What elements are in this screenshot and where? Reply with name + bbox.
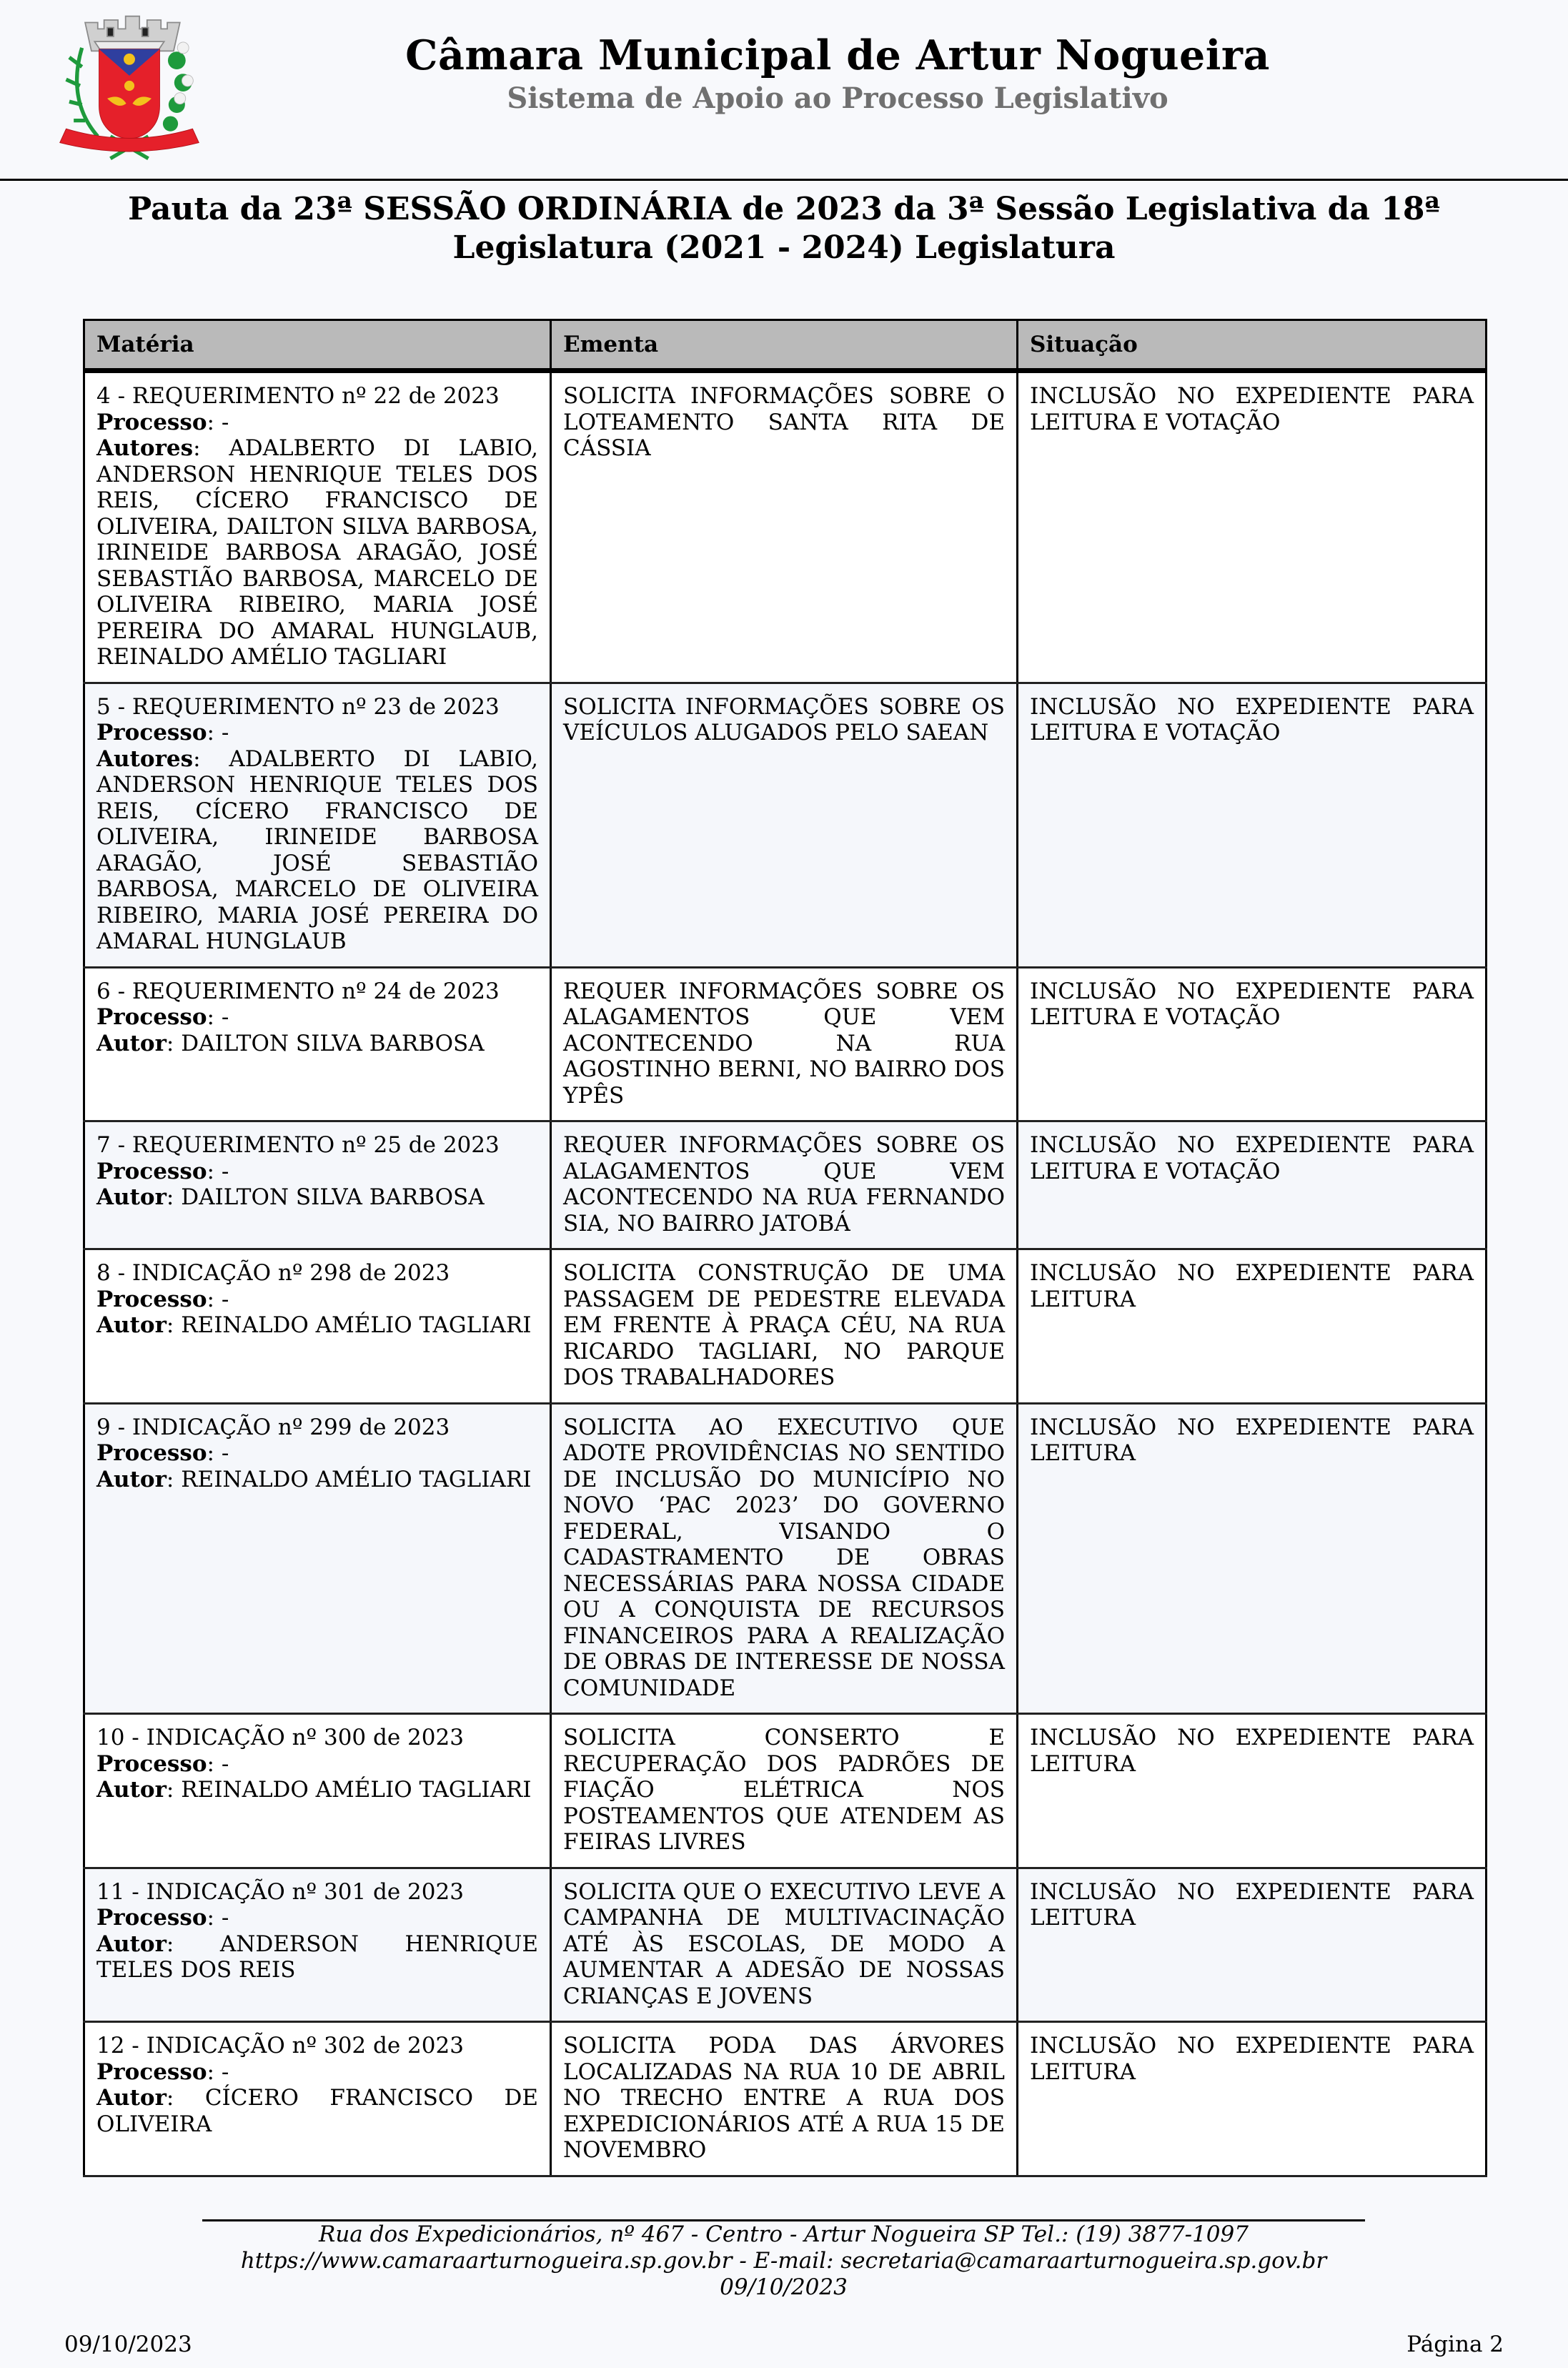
table-row	[84, 1714, 1487, 1868]
autor-label: Autores	[96, 745, 194, 772]
processo-value: : -	[207, 1158, 229, 1184]
header-divider	[0, 179, 1568, 181]
processo-label: Processo	[96, 1905, 207, 1931]
cell-situacao: INCLUSÃO NO EXPEDIENTE PARA LEITURA	[1018, 1714, 1487, 1868]
autor-value: : ANDERSON HENRIQUE TELES DOS REIS	[96, 1931, 538, 1983]
column-header-situacao: Situação	[1018, 320, 1487, 371]
footer-address	[202, 2221, 1365, 2301]
cell-situacao: INCLUSÃO NO EXPEDIENTE PARA LEITURA	[1018, 2022, 1487, 2176]
processo-label: Processo	[96, 1750, 207, 1777]
cell-ementa: SOLICITA CONSERTO E RECUPERAÇÃO DOS PADRÕES DE FIAÇÃO ELÉTRICA NOS POSTEAMENTOS QUE ATENDEM AS FEIRAS LIVRES	[551, 1714, 1018, 1868]
page-header	[0, 0, 1568, 180]
cell-ementa: REQUER INFORMAÇÕES SOBRE OS ALAGAMENTOS QUE VEM ACONTECENDO NA RUA AGOSTINHO BERNI, NO BAIRRO DOS YPÊS	[551, 967, 1018, 1121]
autor-value: : REINALDO AMÉLIO TAGLIARI	[166, 1466, 532, 1492]
document-title: Pauta da 23ª SESSÃO ORDINÁRIA de 2023 da 3ª Sessão Legislativa da 18ª Legislatura (2021 - 2024) Legislatura	[128, 191, 1440, 266]
processo-value: : -	[207, 1286, 229, 1312]
column-header-materia: Matéria	[84, 320, 551, 371]
materia-title: 8 - INDICAÇÃO nº 298 de 2023	[96, 1260, 450, 1286]
processo-label: Processo	[96, 409, 207, 435]
processo-value: : -	[207, 2059, 229, 2085]
cell-ementa: SOLICITA CONSTRUÇÃO DE UMA PASSAGEM DE PEDESTRE ELEVADA EM FRENTE À PRAÇA CÉU, NA RUA RICARDO TAGLIARI, NO PARQUE DOS TRABALHADORES	[551, 1249, 1018, 1404]
cell-situacao: INCLUSÃO NO EXPEDIENTE PARA LEITURA E VOTAÇÃO	[1018, 683, 1487, 967]
processo-label: Processo	[96, 1158, 207, 1184]
processo-label: Processo	[96, 2059, 207, 2085]
autor-value: : REINALDO AMÉLIO TAGLIARI	[166, 1312, 532, 1338]
cell-ementa: SOLICITA AO EXECUTIVO QUE ADOTE PROVIDÊNCIAS NO SENTIDO DE INCLUSÃO DO MUNICÍPIO NO NOVO ‘PAC 2023’ DO GOVERNO FEDERAL, VISANDO O CADASTRAMENTO DE OBRAS NECESSÁRIAS PARA NOSSA CIDADE OU A CONQUISTA DE RECURSOS FINANCEIROS PARA A REALIZAÇÃO DE OBRAS DE INTERESSE DE NOSSA COMUNIDADE	[551, 1403, 1018, 1714]
table-row	[84, 1868, 1487, 2022]
autor-label: Autor	[96, 2085, 167, 2111]
autor-label: Autor	[96, 1777, 167, 1803]
autor-label: Autor	[96, 1931, 167, 1957]
page-number: Página 2	[1406, 2332, 1504, 2357]
cell-ementa: SOLICITA INFORMAÇÕES SOBRE O LOTEAMENTO SANTA RITA DE CÁSSIA	[551, 371, 1018, 683]
autor-label: Autores	[96, 435, 194, 461]
processo-value: : -	[207, 1750, 229, 1777]
materia-title: 9 - INDICAÇÃO nº 299 de 2023	[96, 1414, 450, 1440]
autor-value: : CÍCERO FRANCISCO DE OLIVEIRA	[96, 2085, 538, 2137]
cell-situacao: INCLUSÃO NO EXPEDIENTE PARA LEITURA	[1018, 1403, 1487, 1714]
table-row	[84, 2022, 1487, 2176]
processo-label: Processo	[96, 1286, 207, 1312]
autor-value: : REINALDO AMÉLIO TAGLIARI	[166, 1777, 532, 1803]
processo-value: : -	[207, 409, 229, 435]
cell-situacao: INCLUSÃO NO EXPEDIENTE PARA LEITURA	[1018, 1249, 1487, 1404]
cell-situacao: INCLUSÃO NO EXPEDIENTE PARA LEITURA E VOTAÇÃO	[1018, 371, 1487, 683]
app-subtitle: Sistema de Apoio ao Processo Legislativo	[507, 81, 1168, 115]
materia-title: 12 - INDICAÇÃO nº 302 de 2023	[96, 2033, 464, 2059]
footer-print-date: 09/10/2023	[720, 2274, 848, 2300]
processo-value: : -	[207, 1440, 229, 1466]
cell-materia	[84, 371, 551, 683]
autor-label: Autor	[96, 1030, 167, 1056]
cell-materia	[84, 1249, 551, 1404]
autor-label: Autor	[96, 1466, 167, 1492]
processo-label: Processo	[96, 720, 207, 745]
materia-title: 4 - REQUERIMENTO nº 22 de 2023	[96, 383, 500, 409]
table-row	[84, 371, 1487, 683]
cell-materia	[84, 1121, 551, 1249]
processo-label: Processo	[96, 1440, 207, 1466]
page-date: 09/10/2023	[64, 2332, 192, 2357]
table-row	[84, 1403, 1487, 1714]
autor-label: Autor	[96, 1312, 167, 1338]
cell-ementa: SOLICITA PODA DAS ÁRVORES LOCALIZADAS NA RUA 10 DE ABRIL NO TRECHO ENTRE A RUA DOS EXPEDICIONÁRIOS ATÉ A RUA 15 DE NOVEMBRO	[551, 2022, 1018, 2176]
table-row	[84, 683, 1487, 967]
agenda-table	[83, 319, 1487, 2177]
table-row	[84, 1249, 1487, 1404]
cell-materia	[84, 967, 551, 1121]
cell-ementa: SOLICITA INFORMAÇÕES SOBRE OS VEÍCULOS ALUGADOS PELO SAEAN	[551, 683, 1018, 967]
footer-contact: Rua dos Expedicionários, nº 467 - Centro - Artur Nogueira SP Tel.: (19) 3877-1097 https://www.camaraarturnogueira.sp.gov.br - E-mail: secretaria@camaraarturnogueira.sp.gov.br	[240, 2221, 1327, 2274]
table-row	[84, 967, 1487, 1121]
autor-label: Autor	[96, 1184, 167, 1210]
autor-value: : ADALBERTO DI LABIO, ANDERSON HENRIQUE TELES DOS REIS, CÍCERO FRANCISCO DE OLIVEIRA, IRINEIDE BARBOSA ARAGÃO, JOSÉ SEBASTIÃO BARBOSA, MARCELO DE OLIVEIRA RIBEIRO, MARIA JOSÉ PEREIRA DO AMARAL HUNGLAUB	[96, 745, 538, 954]
table-row	[84, 1121, 1487, 1249]
app-title: Câmara Municipal de Artur Nogueira	[405, 31, 1270, 79]
autor-value: : ADALBERTO DI LABIO, ANDERSON HENRIQUE TELES DOS REIS, CÍCERO FRANCISCO DE OLIVEIRA, DAILTON SILVA BARBOSA, IRINEIDE BARBOSA ARAGÃO, JOSÉ SEBASTIÃO BARBOSA, MARCELO DE OLIVEIRA RIBEIRO, MARIA JOSÉ PEREIRA DO AMARAL HUNGLAUB, REINALDO AMÉLIO TAGLIARI	[96, 435, 538, 670]
cell-ementa: SOLICITA QUE O EXECUTIVO LEVE A CAMPANHA DE MULTIVACINAÇÃO ATÉ ÀS ESCOLAS, DE MODO A AUMENTAR A ADESÃO DE NOSSAS CRIANÇAS E JOVENS	[551, 1868, 1018, 2022]
cell-materia	[84, 1868, 551, 2022]
processo-value: : -	[207, 1905, 229, 1931]
column-header-ementa: Ementa	[551, 320, 1018, 371]
cell-materia	[84, 683, 551, 967]
autor-value: : DAILTON SILVA BARBOSA	[166, 1184, 485, 1210]
cell-ementa: REQUER INFORMAÇÕES SOBRE OS ALAGAMENTOS QUE VEM ACONTECENDO NA RUA FERNANDO SIA, NO BAIRRO JATOBÁ	[551, 1121, 1018, 1249]
materia-title: 11 - INDICAÇÃO nº 301 de 2023	[96, 1878, 464, 1905]
cell-situacao: INCLUSÃO NO EXPEDIENTE PARA LEITURA E VOTAÇÃO	[1018, 1121, 1487, 1249]
processo-label: Processo	[96, 1004, 207, 1030]
cell-materia	[84, 1714, 551, 1868]
cell-situacao: INCLUSÃO NO EXPEDIENTE PARA LEITURA E VOTAÇÃO	[1018, 967, 1487, 1121]
processo-value: : -	[207, 1004, 229, 1030]
processo-value: : -	[207, 720, 229, 745]
table-header-row	[84, 320, 1487, 371]
cell-materia	[84, 1403, 551, 1714]
cell-situacao: INCLUSÃO NO EXPEDIENTE PARA LEITURA	[1018, 1868, 1487, 2022]
autor-value: : DAILTON SILVA BARBOSA	[166, 1030, 485, 1056]
materia-title: 10 - INDICAÇÃO nº 300 de 2023	[96, 1725, 464, 1750]
materia-title: 6 - REQUERIMENTO nº 24 de 2023	[96, 978, 500, 1004]
materia-title: 7 - REQUERIMENTO nº 25 de 2023	[96, 1132, 500, 1158]
cell-materia	[84, 2022, 551, 2176]
materia-title: 5 - REQUERIMENTO nº 23 de 2023	[96, 693, 500, 720]
